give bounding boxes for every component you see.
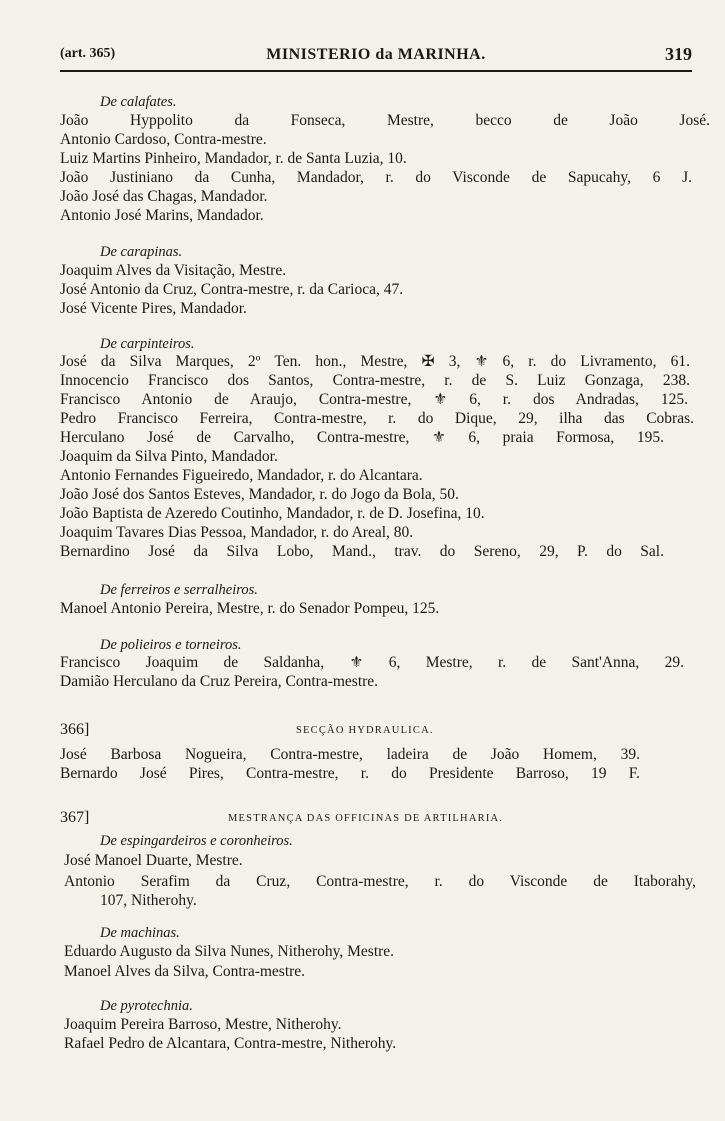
subsection-heading: De pyrotechnia.: [100, 998, 193, 1014]
entry-line: Innocencio Francisco dos Santos, Contra-mestre, r. de S. Luiz Gonzaga, 238.: [60, 372, 690, 389]
entry-line: João Justiniano da Cunha, Mandador, r. do Visconde de Sapucahy, 6 J.: [60, 169, 692, 186]
subsection-heading: De machinas.: [100, 925, 180, 941]
subsection-heading: De ferreiros e serralheiros.: [100, 582, 258, 598]
entry-line: Manoel Alves da Silva, Contra-mestre.: [64, 963, 306, 980]
subsection-heading: De calafates.: [100, 94, 177, 110]
entry-line: Francisco Joaquim de Saldanha, ⚜ 6, Mestre, r. de Sant'Anna, 29.: [60, 654, 684, 671]
page-number: 319: [665, 44, 692, 64]
entry-line: Antonio Fernandes Figueiredo, Mandador, r. do Alcantara.: [60, 467, 423, 484]
section-title: SECÇÃO HYDRAULICA.: [296, 725, 434, 736]
entry-line: Joaquim Pereira Barroso, Mestre, Nitherohy.: [64, 1016, 342, 1033]
subsection-heading: De espingardeiros e coronheiros.: [100, 833, 293, 849]
subsection-heading: De carpinteiros.: [100, 336, 195, 352]
entry-line: Antonio José Marins, Mandador.: [60, 207, 264, 224]
entry-line: José da Silva Marques, 2º Ten. hon., Mestre, ✠ 3, ⚜ 6, r. do Livramento, 61.: [60, 353, 690, 370]
entry-line: João José das Chagas, Mandador.: [60, 188, 268, 205]
entry-line: Bernardino José da Silva Lobo, Mand., trav. do Sereno, 29, P. do Sal.: [60, 543, 664, 560]
subsection-heading: De polieiros e torneiros.: [100, 637, 242, 653]
entry-line: Manoel Antonio Pereira, Mestre, r. do Senador Pompeu, 125.: [60, 600, 440, 617]
entry-line: Joaquim Alves da Visitação, Mestre.: [60, 262, 287, 279]
subsection-heading: De carapinas.: [100, 244, 183, 260]
entry-line: Antonio Cardoso, Contra-mestre.: [60, 131, 267, 148]
entry-line: Pedro Francisco Ferreira, Contra-mestre, r. do Dique, 29, ilha das Cobras.: [60, 410, 694, 427]
section-number: 367]: [60, 809, 90, 826]
entry-line: João Hyppolito da Fonseca, Mestre, becco de João José.: [60, 112, 710, 129]
entry-line: Joaquim da Silva Pinto, Mandador.: [60, 448, 278, 465]
running-title: MINISTERIO da MARINHA.: [266, 46, 486, 63]
entry-line: Luiz Martins Pinheiro, Mandador, r. de Santa Luzia, 10.: [60, 150, 407, 167]
entry-line: Bernardo José Pires, Contra-mestre, r. do Presidente Barroso, 19 F.: [60, 765, 640, 782]
entry-line-continued: 107, Nitherohy.: [100, 892, 197, 909]
entry-line: Eduardo Augusto da Silva Nunes, Nitherohy, Mestre.: [64, 943, 395, 960]
entry-line: José Barbosa Nogueira, Contra-mestre, ladeira de João Homem, 39.: [60, 746, 640, 763]
entry-line: Rafael Pedro de Alcantara, Contra-mestre, Nitherohy.: [64, 1035, 397, 1052]
entry-line: João Baptista de Azeredo Coutinho, Mandador, r. de D. Josefina, 10.: [60, 505, 485, 522]
section-number: 366]: [60, 721, 90, 738]
section-reference: (art. 365): [60, 46, 116, 61]
entry-line: Francisco Antonio de Araujo, Contra-mestre, ⚜ 6, r. dos Andradas, 125.: [60, 391, 688, 408]
entry-line: José Antonio da Cruz, Contra-mestre, r. da Carioca, 47.: [60, 281, 404, 298]
entry-line: Antonio Serafim da Cruz, Contra-mestre, r. do Visconde de Itaborahy,: [64, 873, 696, 890]
entry-line: Damião Herculano da Cruz Pereira, Contra-mestre.: [60, 673, 379, 690]
entry-line: João José dos Santos Esteves, Mandador, r. do Jogo da Bola, 50.: [60, 486, 459, 503]
entry-line: Herculano José de Carvalho, Contra-mestre, ⚜ 6, praia Formosa, 195.: [60, 429, 664, 446]
entry-line: Joaquim Tavares Dias Pessoa, Mandador, r. do Areal, 80.: [60, 524, 414, 541]
section-title: MESTRANÇA DAS OFFICINAS DE ARTILHARIA.: [228, 813, 504, 824]
page-header: [60, 44, 692, 72]
entry-line: José Vicente Pires, Mandador.: [60, 300, 247, 317]
entry-line: José Manoel Duarte, Mestre.: [64, 852, 243, 869]
